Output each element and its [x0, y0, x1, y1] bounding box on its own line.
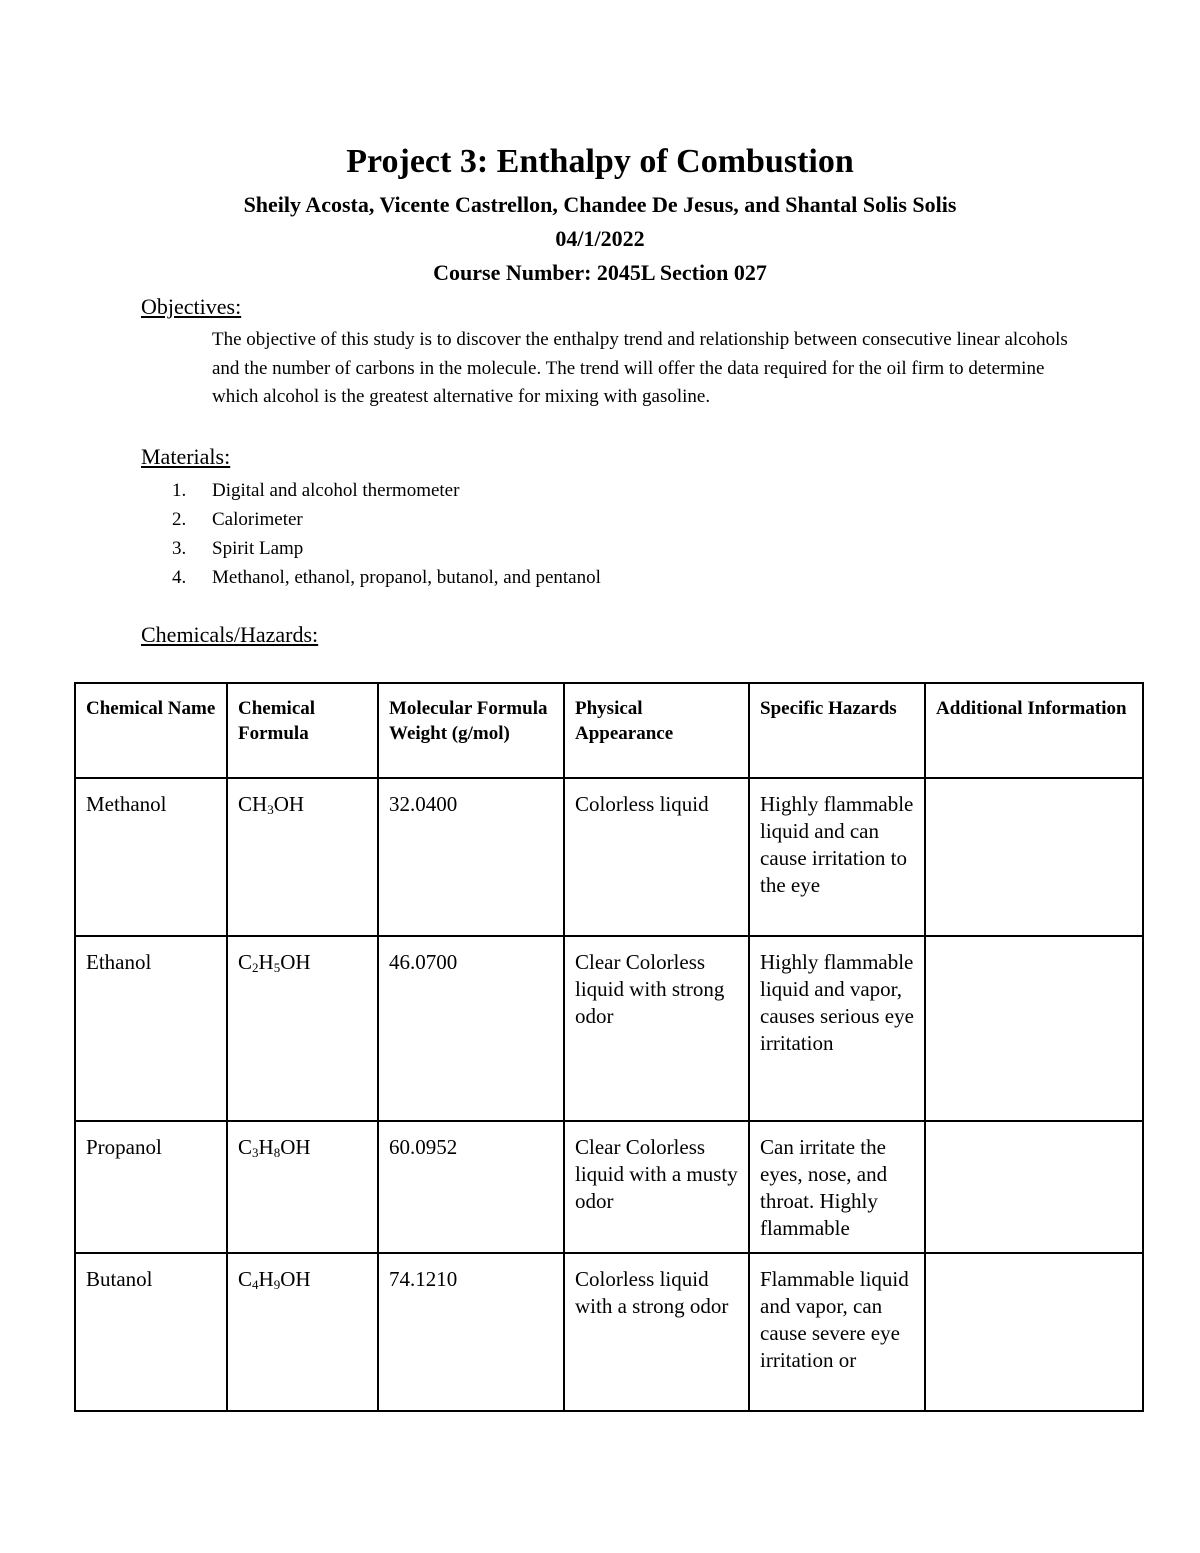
column-header: Chemical Formula	[227, 683, 378, 778]
list-item	[172, 505, 601, 534]
chemical-name-cell: Propanol	[75, 1121, 227, 1253]
physical-appearance-cell: Colorless liquid with a strong odor	[564, 1253, 749, 1411]
column-header: Additional Information	[925, 683, 1143, 778]
list-item-text: Digital and alcohol thermometer	[212, 480, 460, 501]
additional-information-cell	[925, 936, 1143, 1121]
chemicals-hazards-table	[74, 682, 1144, 1412]
specific-hazards-cell: Can irritate the eyes, nose, and throat. Highly flammable	[749, 1121, 925, 1253]
physical-appearance-cell: Colorless liquid	[564, 778, 749, 936]
molecular-weight-cell: 32.0400	[378, 778, 564, 936]
chemical-name-cell: Methanol	[75, 778, 227, 936]
table-header-row	[75, 683, 1143, 778]
additional-information-cell	[925, 1253, 1143, 1411]
specific-hazards-cell: Highly flammable liquid and can cause irritation to the eye	[749, 778, 925, 936]
specific-hazards-cell: Flammable liquid and vapor, can cause severe eye irritation or	[749, 1253, 925, 1411]
objectives-heading: Objectives:	[141, 294, 242, 319]
materials-list	[172, 476, 601, 592]
list-item	[172, 534, 601, 563]
additional-information-cell	[925, 778, 1143, 936]
column-header: Specific Hazards	[749, 683, 925, 778]
chemical-formula-cell: $C_2H_5OH$	[227, 936, 378, 1121]
list-item-number: 4.	[172, 567, 187, 588]
table-row	[75, 936, 1143, 1121]
chemical-name-cell: Butanol	[75, 1253, 227, 1411]
materials-heading: Materials:	[141, 444, 231, 469]
column-header: Physical Appearance	[564, 683, 749, 778]
list-item-text: Calorimeter	[212, 509, 303, 530]
molecular-weight-cell: 60.0952	[378, 1121, 564, 1253]
list-item-text: Spirit Lamp	[212, 538, 304, 559]
molecular-weight-cell: 74.1210	[378, 1253, 564, 1411]
list-item-number: 3.	[172, 538, 187, 559]
additional-information-cell	[925, 1121, 1143, 1253]
list-item-number: 1.	[172, 480, 187, 501]
list-item-number: 2.	[172, 509, 187, 530]
specific-hazards-cell: Highly flammable liquid and vapor, causes serious eye irritation	[749, 936, 925, 1121]
chemical-formula-cell: $CH_3OH$	[227, 778, 378, 936]
physical-appearance-cell: Clear Colorless liquid with strong odor	[564, 936, 749, 1121]
table-row	[75, 1253, 1143, 1411]
author-list: Sheily Acosta, Vicente Castrellon, Chandee De Jesus, and Shantal Solis Solis	[243, 192, 957, 217]
chemicals-hazards-heading: Chemicals/Hazards:	[141, 622, 319, 647]
list-item-text: Methanol, ethanol, propanol, butanol, and pentanol	[212, 567, 601, 588]
table-row	[75, 778, 1143, 936]
table-row	[75, 1121, 1143, 1253]
molecular-weight-cell: 46.0700	[378, 936, 564, 1121]
physical-appearance-cell: Clear Colorless liquid with a musty odor	[564, 1121, 749, 1253]
chemical-name-cell: Ethanol	[75, 936, 227, 1121]
list-item	[172, 476, 601, 505]
chemical-formula-cell: $C_4H_9OH$	[227, 1253, 378, 1411]
document-date: 04/1/2022	[555, 226, 645, 251]
objectives-paragraph: The objective of this study is to discover the enthalpy trend and relationship between consecutive linear alcohols and the number of carbons in the molecule. The trend will offer the data required for the oil firm to determine which alcohol is the greatest alternative for mixing with gasoline.	[212, 329, 1068, 407]
column-header: Chemical Name	[75, 683, 227, 778]
column-header: Molecular Formula Weight (g/mol)	[378, 683, 564, 778]
list-item	[172, 563, 601, 592]
chemical-formula-cell: $C_3H_8OH$	[227, 1121, 378, 1253]
course-number: Course Number: 2045L Section 027	[433, 260, 767, 285]
document-title: Project 3: Enthalpy of Combustion	[346, 143, 854, 180]
